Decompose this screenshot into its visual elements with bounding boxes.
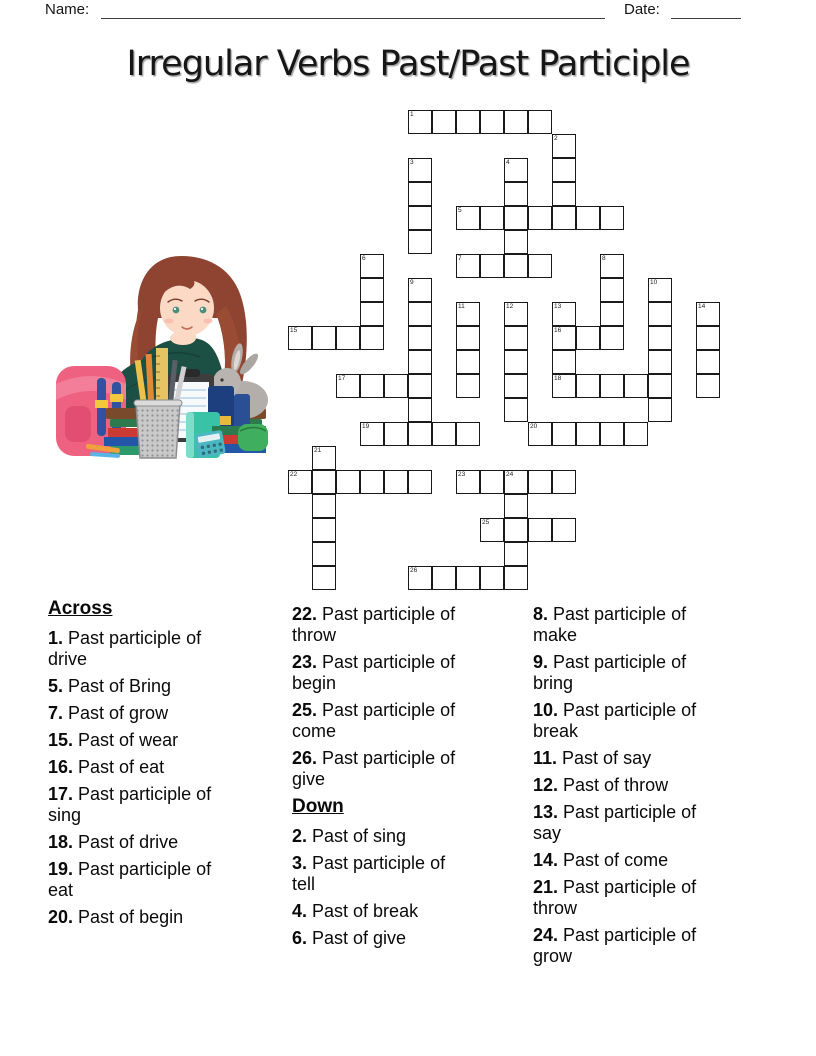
clue-item: 22. Past participle of throw [292,604,456,645]
crossword-cell[interactable] [432,110,456,134]
crossword-cell[interactable] [552,134,576,158]
crossword-cell[interactable] [312,326,336,350]
crossword-cell[interactable] [288,470,312,494]
crossword-cell[interactable] [504,326,528,350]
crossword-cell[interactable] [408,230,432,254]
clue-column-2 [292,596,468,955]
crossword-cell[interactable] [360,326,384,350]
pencil-case [238,424,268,451]
crossword-cell[interactable] [408,422,432,446]
clue-number: 8. [533,604,549,624]
crossword-cell[interactable] [312,446,336,470]
crossword-cell[interactable] [456,350,480,374]
clue-item: 16. Past of eat [48,757,165,777]
crossword-cell[interactable] [600,278,624,302]
cell-number: 5 [458,207,462,214]
crossword-cell[interactable] [576,206,600,230]
clue-item: 20. Past of begin [48,907,184,927]
crossword-cell[interactable] [648,374,672,398]
date-label: Date: [624,1,660,18]
page-title: Irregular Verbs Past/Past Participle [126,44,690,84]
cell-number: 14 [698,303,706,310]
cell-number: 13 [554,303,562,310]
crossword-cell[interactable] [600,302,624,326]
crossword-cell[interactable] [432,422,456,446]
crossword-cell[interactable] [528,470,552,494]
clue-item: 19. Past participle of eat [48,859,212,900]
crossword-cell[interactable] [504,518,528,542]
crossword-cell[interactable] [408,278,432,302]
clue-number: 24. [533,925,559,945]
clue-item: 18. Past of drive [48,832,179,852]
crossword-cell[interactable] [504,182,528,206]
clue-item: 3. Past participle of tell [292,853,446,894]
clue-number: 16. [48,757,74,777]
clue-number: 14. [533,850,559,870]
crossword-cell[interactable] [576,422,600,446]
crossword-cell[interactable] [360,254,384,278]
clue-item: 1. Past participle of drive [48,628,202,669]
crossword-cell[interactable] [384,374,408,398]
crossword-grid [288,110,722,592]
clue-item: 4. Past of break [292,901,419,921]
clue-number: 3. [292,853,308,873]
crossword-cell[interactable] [456,254,480,278]
cell-number: 4 [506,159,510,166]
clue-number: 25. [292,700,318,720]
crossword-cell[interactable] [528,110,552,134]
cell-number: 20 [530,423,538,430]
crossword-cell[interactable] [576,374,600,398]
clue-item: 10. Past participle of break [533,700,697,741]
crossword-cell[interactable] [360,374,384,398]
cell-number: 9 [410,279,414,286]
girl-face [158,261,218,341]
crossword-cell[interactable] [432,566,456,590]
clue-item: 2. Past of sing [292,826,407,846]
cell-number: 12 [506,303,514,310]
crossword-cell[interactable] [408,470,432,494]
crossword-cell[interactable] [528,206,552,230]
crossword-cell[interactable] [552,422,576,446]
crossword-cell[interactable] [456,470,480,494]
clue-item: 5. Past of Bring [48,676,172,696]
date-fill-in-line[interactable] [671,18,741,19]
crossword-cell[interactable] [648,326,672,350]
clue-number: 20. [48,907,74,927]
clue-number: 23. [292,652,318,672]
crossword-cell[interactable] [456,374,480,398]
clue-number: 22. [292,604,318,624]
clue-number: 6. [292,928,308,948]
clue-item: 15. Past of wear [48,730,179,750]
crossword-cell[interactable] [408,182,432,206]
clue-number: 13. [533,802,559,822]
clue-number: 9. [533,652,549,672]
cell-number: 26 [410,567,418,574]
crossword-cell[interactable] [600,374,624,398]
cell-number: 19 [362,423,370,430]
clue-item: 21. Past participle of throw [533,877,697,918]
crossword-cell[interactable] [408,374,432,398]
cell-number: 25 [482,519,490,526]
clue-number: 21. [533,877,559,897]
clue-item: 11. Past of say [533,748,652,768]
crossword-cell[interactable] [360,302,384,326]
crossword-cell[interactable] [504,254,528,278]
crossword-cell[interactable] [504,206,528,230]
cell-number: 6 [362,255,366,262]
crossword-cell[interactable] [552,302,576,326]
cell-number: 21 [314,447,322,454]
crossword-cell[interactable] [552,182,576,206]
crossword-cell[interactable] [600,422,624,446]
crossword-cell[interactable] [504,230,528,254]
clue-item: 26. Past participle of give [292,748,456,789]
crossword-cell[interactable] [408,158,432,182]
cell-number: 18 [554,375,562,382]
crossword-cell[interactable] [480,254,504,278]
crossword-cell[interactable] [456,422,480,446]
cell-number: 15 [290,327,298,334]
cell-number: 10 [650,279,658,286]
crossword-cell[interactable] [528,518,552,542]
cell-number: 11 [458,303,465,310]
clue-item: 13. Past participle of say [533,802,697,843]
crossword-cell[interactable] [288,326,312,350]
crossword-cell[interactable] [408,566,432,590]
name-label: Name: [45,1,90,18]
clue-section-header: Down [292,796,344,817]
cell-number: 23 [458,471,466,478]
crossword-cell[interactable] [600,206,624,230]
crossword-cell[interactable] [456,566,480,590]
clue-number: 19. [48,859,74,879]
clue-item: 9. Past participle of bring [533,652,687,693]
cell-number: 16 [554,327,562,334]
crossword-cell[interactable] [648,398,672,422]
cell-number: 8 [602,255,606,262]
clue-item: 7. Past of grow [48,703,169,723]
crossword-cell[interactable] [384,422,408,446]
crossword-cell[interactable] [480,566,504,590]
crossword-cell[interactable] [552,350,576,374]
name-fill-in-line[interactable] [101,18,605,19]
cell-number: 24 [506,471,514,478]
cell-number: 22 [290,471,298,478]
crossword-cell[interactable] [456,206,480,230]
crossword-cell[interactable] [576,326,600,350]
clue-number: 18. [48,832,74,852]
clue-number: 26. [292,748,318,768]
crossword-cell[interactable] [504,350,528,374]
crossword-cell[interactable] [408,302,432,326]
crossword-cell[interactable] [456,302,480,326]
crossword-cell[interactable] [312,566,336,590]
clue-number: 4. [292,901,308,921]
crossword-cell[interactable] [552,326,576,350]
crossword-cell[interactable] [648,278,672,302]
crossword-cell[interactable] [504,470,528,494]
crossword-cell[interactable] [480,110,504,134]
calculator [194,430,226,458]
crossword-cell[interactable] [504,566,528,590]
crossword-cell[interactable] [624,422,648,446]
clue-number: 7. [48,703,64,723]
crossword-cell[interactable] [384,470,408,494]
cell-number: 2 [554,135,558,142]
clue-number: 11. [533,748,558,768]
crossword-cell[interactable] [456,110,480,134]
crossword-cell[interactable] [552,158,576,182]
crossword-cell[interactable] [504,542,528,566]
clue-item: 6. Past of give [292,928,407,948]
crossword-cell[interactable] [312,470,336,494]
clue-item: 23. Past participle of begin [292,652,456,693]
clue-item: 17. Past participle of sing [48,784,212,825]
crossword-cell[interactable] [552,374,576,398]
clue-number: 1. [48,628,64,648]
crossword-cell[interactable] [312,494,336,518]
crossword-cell[interactable] [360,470,384,494]
crossword-cell[interactable] [336,326,360,350]
crossword-cell[interactable] [696,302,720,326]
crossword-cell[interactable] [504,398,528,422]
crossword-cell[interactable] [408,326,432,350]
crossword-cell[interactable] [648,350,672,374]
crossword-cell[interactable] [504,158,528,182]
crossword-cell[interactable] [480,206,504,230]
cell-number: 17 [338,375,346,382]
crossword-cell[interactable] [552,518,576,542]
crossword-cell[interactable] [408,110,432,134]
crossword-cell[interactable] [504,110,528,134]
crossword-cell[interactable] [456,326,480,350]
cell-number: 3 [410,159,414,166]
clue-section-header: Across [48,598,113,619]
crossword-cell[interactable] [336,374,360,398]
crossword-cell[interactable] [408,206,432,230]
clue-number: 17. [48,784,74,804]
clue-item: 8. Past participle of make [533,604,687,645]
clue-column-3 [533,596,709,973]
crossword-cell[interactable] [504,374,528,398]
crossword-cell[interactable] [408,350,432,374]
crossword-cell[interactable] [480,518,504,542]
crossword-cell[interactable] [528,254,552,278]
crossword-cell[interactable] [600,254,624,278]
clue-number: 10. [533,700,559,720]
crossword-cell[interactable] [480,470,504,494]
crossword-cell[interactable] [528,422,552,446]
crossword-cell[interactable] [552,470,576,494]
cell-number: 1 [410,111,414,118]
crossword-cell[interactable] [648,302,672,326]
clue-number: 12. [533,775,559,795]
crossword-cell[interactable] [312,518,336,542]
crossword-cell[interactable] [504,494,528,518]
cell-number: 7 [458,255,462,262]
crossword-cell[interactable] [360,422,384,446]
crossword-cell[interactable] [408,398,432,422]
crossword-cell[interactable] [624,374,648,398]
crossword-cell[interactable] [504,302,528,326]
clue-item: 12. Past of throw [533,775,669,795]
crossword-cell[interactable] [336,470,360,494]
clue-number: 2. [292,826,308,846]
clue-column-1 [48,596,224,934]
clue-item: 14. Past of come [533,850,669,870]
girl-with-books-illustration [50,248,270,460]
crossword-cell[interactable] [312,542,336,566]
crossword-cell[interactable] [696,374,720,398]
clue-item: 25. Past participle of come [292,700,456,741]
clue-number: 15. [48,730,74,750]
crossword-cell[interactable] [360,278,384,302]
crossword-cell[interactable] [696,326,720,350]
clue-number: 5. [48,676,64,696]
clue-item: 24. Past participle of grow [533,925,697,966]
crossword-cell[interactable] [600,326,624,350]
crossword-cell[interactable] [696,350,720,374]
crossword-cell[interactable] [552,206,576,230]
